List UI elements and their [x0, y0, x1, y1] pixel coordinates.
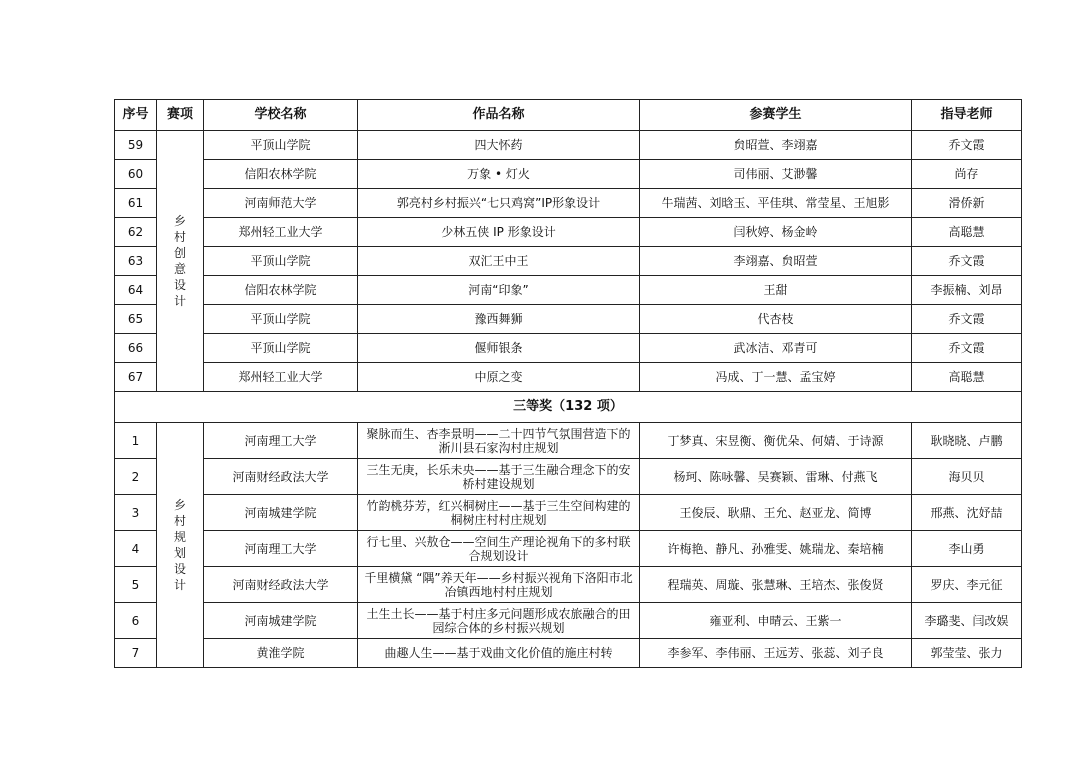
- table-row: [115, 218, 1022, 247]
- students-cell: 程瑞英、周璇、张慧琳、王培杰、张俊贤: [640, 567, 912, 603]
- category-label: 乡村规划设计: [173, 498, 186, 592]
- school-cell: 平顶山学院: [204, 334, 358, 363]
- work-cell: 偃师银条: [358, 334, 640, 363]
- students-cell: 闫秋婷、杨金岭: [640, 218, 912, 247]
- work-cell: 万象 • 灯火: [358, 160, 640, 189]
- teacher-cell: 乔文霞: [912, 247, 1022, 276]
- row-number: 65: [115, 305, 157, 334]
- header-work: 作品名称: [358, 100, 640, 131]
- table-row: [115, 363, 1022, 392]
- category-label: 乡村创意设计: [173, 214, 186, 308]
- teacher-cell: 高聪慧: [912, 363, 1022, 392]
- row-number: 1: [115, 423, 157, 459]
- students-cell: 李参军、李伟丽、王远芳、张蕊、刘子良: [640, 639, 912, 668]
- work-cell: 聚脉而生、杏李景明——二十四节气氛围营造下的淅川县石家沟村庄规划: [358, 423, 640, 459]
- school-cell: 平顶山学院: [204, 247, 358, 276]
- section-title: 三等奖（132 项）: [115, 392, 1022, 423]
- table-row: [115, 247, 1022, 276]
- table-row: [115, 131, 1022, 160]
- school-cell: 河南理工大学: [204, 531, 358, 567]
- table-row: [115, 639, 1022, 668]
- work-cell: 曲趣人生——基于戏曲文化价值的施庄村转: [358, 639, 640, 668]
- teacher-cell: 李璐斐、闫改娱: [912, 603, 1022, 639]
- school-cell: 河南财经政法大学: [204, 459, 358, 495]
- students-cell: 王俊辰、耿鼎、王允、赵亚龙、简博: [640, 495, 912, 531]
- row-number: 4: [115, 531, 157, 567]
- school-cell: 郑州轻工业大学: [204, 218, 358, 247]
- students-cell: 雍亚利、申晴云、王紫一: [640, 603, 912, 639]
- work-cell: 豫西舞狮: [358, 305, 640, 334]
- school-cell: 信阳农林学院: [204, 160, 358, 189]
- school-cell: 平顶山学院: [204, 131, 358, 160]
- row-number: 59: [115, 131, 157, 160]
- teacher-cell: 郭莹莹、张力: [912, 639, 1022, 668]
- school-cell: 河南理工大学: [204, 423, 358, 459]
- row-number: 61: [115, 189, 157, 218]
- table-row: [115, 160, 1022, 189]
- teacher-cell: 李山勇: [912, 531, 1022, 567]
- work-cell: 中原之变: [358, 363, 640, 392]
- category-cell: [157, 423, 204, 668]
- work-cell: 郭亮村乡村振兴“七只鸡窝”IP形象设计: [358, 189, 640, 218]
- table-row: [115, 603, 1022, 639]
- students-cell: 杨珂、陈咏馨、吴赛颖、雷琳、付燕飞: [640, 459, 912, 495]
- table-row: [115, 495, 1022, 531]
- work-cell: 土生土长——基于村庄多元问题形成农旅融合的田园综合体的乡村振兴规划: [358, 603, 640, 639]
- table-row: [115, 567, 1022, 603]
- students-cell: 丁梦真、宋昱衡、衡优朵、何婧、于诗源: [640, 423, 912, 459]
- teacher-cell: 乔文霞: [912, 305, 1022, 334]
- teacher-cell: 乔文霞: [912, 131, 1022, 160]
- section-row: [115, 392, 1022, 423]
- header-school: 学校名称: [204, 100, 358, 131]
- header-row: [115, 100, 1022, 131]
- table-row: [115, 459, 1022, 495]
- work-cell: 行七里、兴敖仓——空间生产理论视角下的多村联合规划设计: [358, 531, 640, 567]
- students-cell: 冯成、丁一慧、孟宝婷: [640, 363, 912, 392]
- students-cell: 许梅艳、静凡、孙雅雯、姚瑞龙、秦培楠: [640, 531, 912, 567]
- category-cell: [157, 131, 204, 392]
- row-number: 63: [115, 247, 157, 276]
- table-row: [115, 276, 1022, 305]
- teacher-cell: 耿晓晓、卢鹏: [912, 423, 1022, 459]
- table-row: [115, 423, 1022, 459]
- students-cell: 牛瑞茜、刘晗玉、平佳琪、常莹星、王旭影: [640, 189, 912, 218]
- table-row: [115, 334, 1022, 363]
- work-cell: 竹韵桃芬芳，红兴桐树庄——基于三生空间构建的桐树庄村村庄规划: [358, 495, 640, 531]
- row-number: 7: [115, 639, 157, 668]
- students-cell: 李翊嘉、贠昭萱: [640, 247, 912, 276]
- row-number: 6: [115, 603, 157, 639]
- students-cell: 武冰洁、邓青可: [640, 334, 912, 363]
- row-number: 2: [115, 459, 157, 495]
- school-cell: 黄淮学院: [204, 639, 358, 668]
- school-cell: 信阳农林学院: [204, 276, 358, 305]
- header-students: 参赛学生: [640, 100, 912, 131]
- row-number: 67: [115, 363, 157, 392]
- school-cell: 河南城建学院: [204, 603, 358, 639]
- header-category: 赛项: [157, 100, 204, 131]
- work-cell: 少林五侠 IP 形象设计: [358, 218, 640, 247]
- row-number: 62: [115, 218, 157, 247]
- row-number: 64: [115, 276, 157, 305]
- teacher-cell: 尚存: [912, 160, 1022, 189]
- header-teacher: 指导老师: [912, 100, 1022, 131]
- table-row: [115, 305, 1022, 334]
- row-number: 5: [115, 567, 157, 603]
- school-cell: 河南师范大学: [204, 189, 358, 218]
- teacher-cell: 李振楠、刘昂: [912, 276, 1022, 305]
- row-number: 3: [115, 495, 157, 531]
- work-cell: 双汇王中王: [358, 247, 640, 276]
- students-cell: 贠昭萱、李翊嘉: [640, 131, 912, 160]
- table-row: [115, 189, 1022, 218]
- school-cell: 郑州轻工业大学: [204, 363, 358, 392]
- teacher-cell: 滑侨新: [912, 189, 1022, 218]
- row-number: 60: [115, 160, 157, 189]
- students-cell: 王甜: [640, 276, 912, 305]
- students-cell: 代杏枝: [640, 305, 912, 334]
- work-cell: 河南“印象”: [358, 276, 640, 305]
- teacher-cell: 海贝贝: [912, 459, 1022, 495]
- table-row: [115, 531, 1022, 567]
- school-cell: 平顶山学院: [204, 305, 358, 334]
- teacher-cell: 罗庆、李元征: [912, 567, 1022, 603]
- awards-table: [114, 99, 1022, 668]
- teacher-cell: 高聪慧: [912, 218, 1022, 247]
- students-cell: 司伟丽、艾渺馨: [640, 160, 912, 189]
- teacher-cell: 邢燕、沈妤喆: [912, 495, 1022, 531]
- header-no: 序号: [115, 100, 157, 131]
- work-cell: 三生无庚，长乐未央——基于三生融合理念下的安桥村建设规划: [358, 459, 640, 495]
- school-cell: 河南城建学院: [204, 495, 358, 531]
- school-cell: 河南财经政法大学: [204, 567, 358, 603]
- teacher-cell: 乔文霞: [912, 334, 1022, 363]
- work-cell: 四大怀药: [358, 131, 640, 160]
- row-number: 66: [115, 334, 157, 363]
- work-cell: 千里横黛 “隅”养天年——乡村振兴视角下洛阳市北冶镇西地村村庄规划: [358, 567, 640, 603]
